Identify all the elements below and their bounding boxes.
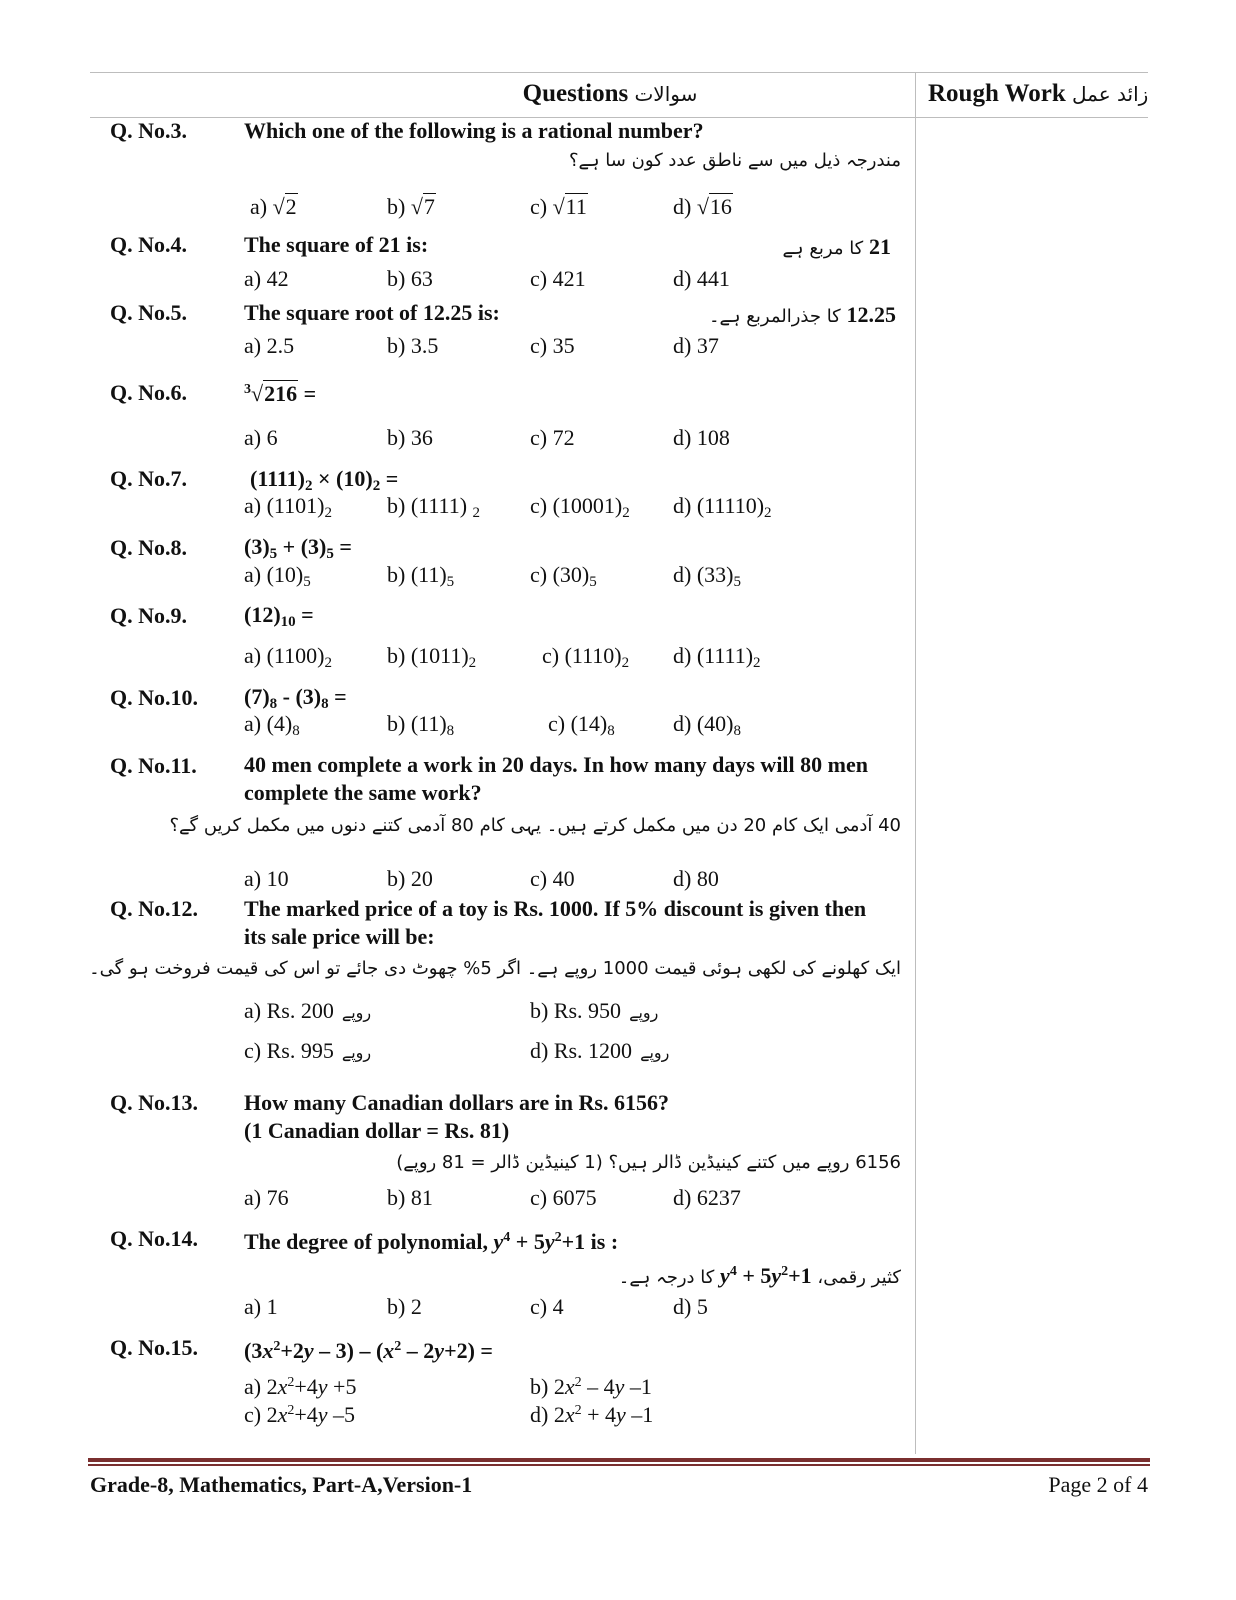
question-label: Q. No.3. bbox=[110, 118, 187, 143]
question-label: Q. No.10. bbox=[110, 685, 198, 710]
option-d[interactable]: d) $(40)_8$ bbox=[673, 711, 741, 739]
option-b[interactable]: b) 36 bbox=[387, 425, 433, 450]
question-label: Q. No.4. bbox=[110, 232, 187, 257]
option-a[interactable]: a) $(1100)_2$ bbox=[244, 643, 332, 671]
option-d[interactable]: d) 5 bbox=[673, 1294, 708, 1319]
footer-rule-thin bbox=[88, 1464, 1150, 1466]
option-a[interactable]: a) 6 bbox=[244, 425, 278, 450]
option-c[interactable]: c) $(30)_5$ bbox=[530, 562, 597, 590]
option-a[interactable]: a) 76 bbox=[244, 1185, 289, 1210]
option-a[interactable]: a) 42 bbox=[244, 266, 289, 291]
option-b[interactable]: b) 2 bbox=[387, 1294, 422, 1319]
option-b[interactable]: b) $2x^2 - 4y$ –1 bbox=[530, 1374, 652, 1399]
option-c[interactable]: c) $(14)_8$ bbox=[548, 711, 615, 739]
question-stem: $(7)_8 - (3)_8$ = bbox=[244, 684, 347, 712]
question-stem: The marked price of a toy is Rs. 1000. If 5% discount is given then its sale price will be: bbox=[244, 896, 867, 949]
option-c[interactable]: c) 421 bbox=[530, 266, 586, 291]
option-a[interactable]: a) $(4)_8$ bbox=[244, 711, 300, 739]
question-label: Q. No.7. bbox=[110, 466, 187, 491]
option-b[interactable]: b) 63 bbox=[387, 266, 433, 291]
questions-header-en: Questions bbox=[522, 80, 629, 107]
rough-work-column-divider bbox=[915, 72, 916, 1454]
option-d[interactable]: d) 37 bbox=[673, 333, 719, 358]
option-a[interactable]: a) 1 bbox=[244, 1294, 278, 1319]
question-label: Q. No.13. bbox=[110, 1090, 198, 1115]
question-stem-note: (1 Canadian dollar = Rs. 81) bbox=[244, 1118, 510, 1143]
option-d[interactable]: d) $(1111)_2$ bbox=[673, 643, 761, 671]
question-label: Q. No.11. bbox=[110, 753, 197, 778]
option-d[interactable]: d) $2x^2 + 4y$ –1 bbox=[530, 1402, 654, 1427]
question-label: Q. No.5. bbox=[110, 300, 187, 325]
option-d[interactable]: d) 80 bbox=[673, 866, 719, 891]
question-stem: 40 men complete a work in 20 days. In how many days will 80 men complete the same work? bbox=[244, 752, 868, 805]
option-c[interactable]: c) $(10001)_2$ bbox=[530, 493, 630, 521]
question-stem: $(3x^2+2y - 3) - (x^2 - 2y+2)$ = bbox=[244, 1338, 493, 1363]
rough-work-column-header bbox=[928, 80, 1148, 108]
question-label: Q. No.15. bbox=[110, 1335, 198, 1360]
rough-work-header-ur: زائد عمل bbox=[1072, 82, 1149, 106]
question-stem: The degree of polynomial, $y^4 + 5y^2+1$ is : bbox=[244, 1229, 619, 1254]
option-d[interactable]: d) 6237 bbox=[673, 1185, 741, 1210]
footer-title: Grade-8, Mathematics, Part-A,Version-1 bbox=[90, 1472, 473, 1497]
table-top-border bbox=[90, 72, 1148, 73]
option-c[interactable]: c) $(1110)_2$ bbox=[542, 643, 630, 671]
question-urdu: 12.25 کا جذرالمربع ہے۔ bbox=[708, 302, 896, 327]
question-stem: $^3$√216 = bbox=[244, 381, 317, 406]
option-c[interactable]: c) Rs. 995 روپے bbox=[244, 1038, 372, 1063]
question-urdu: 40 آدمی ایک کام 20 دن میں مکمل کرتے ہیں۔ یہی کام 80 آدمی کتنے دنوں میں مکمل کریں گے؟ bbox=[169, 815, 901, 836]
option-d[interactable]: d) $(11110)_2$ bbox=[673, 493, 772, 521]
option-d[interactable]: d) 441 bbox=[673, 266, 730, 291]
question-stem: $(1111)_2 \times (10)_2$ = bbox=[250, 466, 399, 494]
option-b[interactable]: b) 3.5 bbox=[387, 333, 439, 358]
option-a[interactable]: a) $(10)_5$ bbox=[244, 562, 311, 590]
option-a[interactable]: a) 10 bbox=[244, 866, 289, 891]
option-d[interactable]: d) $(33)_5$ bbox=[673, 562, 741, 590]
option-b[interactable]: b) $(11)_8$ bbox=[387, 711, 455, 739]
option-d[interactable]: d) √16 bbox=[673, 194, 732, 219]
question-urdu: ایک کھلونے کی لکھی ہوئی قیمت 1000 روپے ہے۔ اگر 5% چھوٹ دی جائے تو اس کی قیمت فروخت ہو گی۔ bbox=[89, 958, 901, 979]
question-urdu: کثیر رقمی، $y^4 + 5y^2+1$ کا درجہ ہے۔ bbox=[618, 1263, 901, 1288]
option-c[interactable]: c) √11 bbox=[530, 194, 587, 219]
option-c[interactable]: c) 4 bbox=[530, 1294, 564, 1319]
option-b[interactable]: b) Rs. 950 روپے bbox=[530, 998, 659, 1023]
question-stem: $(3)_5 + (3)_5$ = bbox=[244, 534, 352, 562]
question-label: Q. No.8. bbox=[110, 535, 187, 560]
option-c[interactable]: c) 40 bbox=[530, 866, 575, 891]
question-stem: The square of 21 is: bbox=[244, 232, 429, 257]
question-stem: How many Canadian dollars are in Rs. 6156? bbox=[244, 1090, 669, 1115]
option-c[interactable]: c) 72 bbox=[530, 425, 575, 450]
questions-column-header bbox=[390, 80, 830, 108]
questions-header-ur: سوالات bbox=[634, 82, 698, 106]
question-urdu: 6156 روپے میں کتنے کینیڈین ڈالر ہیں؟ (1 کینیڈین ڈالر = 81 روپے) bbox=[396, 1152, 901, 1173]
question-urdu: 21 کا مربع ہے bbox=[782, 234, 891, 259]
option-a[interactable]: a) Rs. 200 روپے bbox=[244, 998, 372, 1023]
option-c[interactable]: c) 35 bbox=[530, 333, 575, 358]
question-stem: The square root of 12.25 is: bbox=[244, 300, 500, 325]
option-b[interactable]: b) 20 bbox=[387, 866, 433, 891]
page-number: Page 2 of 4 bbox=[1048, 1472, 1148, 1497]
question-urdu: مندرجہ ذیل میں سے ناطق عدد کون سا ہے؟ bbox=[568, 150, 901, 171]
option-b[interactable]: b) √7 bbox=[387, 194, 435, 219]
option-a[interactable]: a) √2 bbox=[250, 194, 297, 219]
question-stem: Which one of the following is a rational number? bbox=[244, 118, 704, 143]
option-d[interactable]: d) Rs. 1200 روپے bbox=[530, 1038, 670, 1063]
footer-rule-thick bbox=[88, 1458, 1150, 1462]
option-b[interactable]: b) $(1011)_2$ bbox=[387, 643, 477, 671]
question-label: Q. No.9. bbox=[110, 603, 187, 628]
question-label: Q. No.12. bbox=[110, 896, 198, 921]
option-a[interactable]: a) 2.5 bbox=[244, 333, 295, 358]
option-b[interactable]: b) (1111) $_2$ bbox=[387, 493, 481, 521]
question-stem: $(12)_{10}$ = bbox=[244, 602, 314, 630]
option-c[interactable]: c) 6075 bbox=[530, 1185, 597, 1210]
question-label: Q. No.6. bbox=[110, 380, 187, 405]
option-a[interactable]: a) $(1101)_2$ bbox=[244, 493, 332, 521]
option-b[interactable]: b) 81 bbox=[387, 1185, 433, 1210]
option-c[interactable]: c) $2x^2+4y$ –5 bbox=[244, 1402, 356, 1427]
question-label: Q. No.14. bbox=[110, 1226, 198, 1251]
option-b[interactable]: b) $(11)_5$ bbox=[387, 562, 455, 590]
rough-work-header-en: Rough Work bbox=[928, 80, 1066, 107]
option-a[interactable]: a) $2x^2+4y +5$ bbox=[244, 1374, 357, 1399]
option-d[interactable]: d) 108 bbox=[673, 425, 730, 450]
